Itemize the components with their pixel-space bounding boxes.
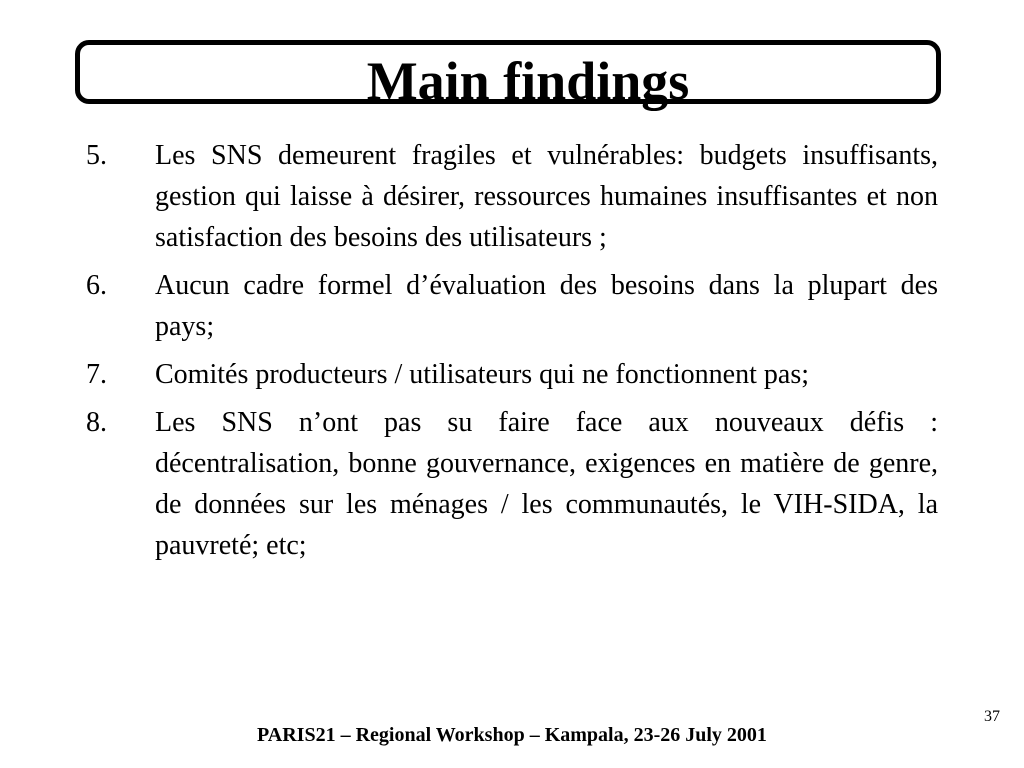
finding-text: Les SNS n’ont pas su faire face aux nouveaux défis : décentralisation, bonne gouvernance, exigences en matière de genre, de données sur les ménages / les communautés, le VIH-SIDA, la pauvreté; etc;: [155, 407, 938, 561]
finding-item: [86, 135, 938, 258]
finding-text: Comités producteurs / utilisateurs qui ne fonctionnent pas;: [155, 359, 809, 390]
slide-title: Main findings: [366, 51, 690, 111]
finding-item: [86, 265, 938, 347]
page-number: 37: [984, 708, 1000, 725]
finding-number: 6.: [86, 270, 107, 301]
finding-number: 8.: [86, 407, 107, 438]
finding-text: Les SNS demeurent fragiles et vulnérables: budgets insuffisants, gestion qui laisse à désirer, ressources humaines insuffisantes et non satisfaction des besoins des utilisateurs ;: [155, 140, 938, 253]
finding-number: 5.: [86, 140, 107, 171]
slide-footer: PARIS21 – Regional Workshop – Kampala, 23-26 July 2001: [257, 724, 767, 746]
finding-number: 7.: [86, 359, 107, 390]
finding-item: [86, 354, 938, 395]
finding-item: [86, 402, 938, 566]
findings-list: [86, 135, 938, 573]
finding-text: Aucun cadre formel d’évaluation des besoins dans la plupart des pays;: [155, 270, 938, 342]
